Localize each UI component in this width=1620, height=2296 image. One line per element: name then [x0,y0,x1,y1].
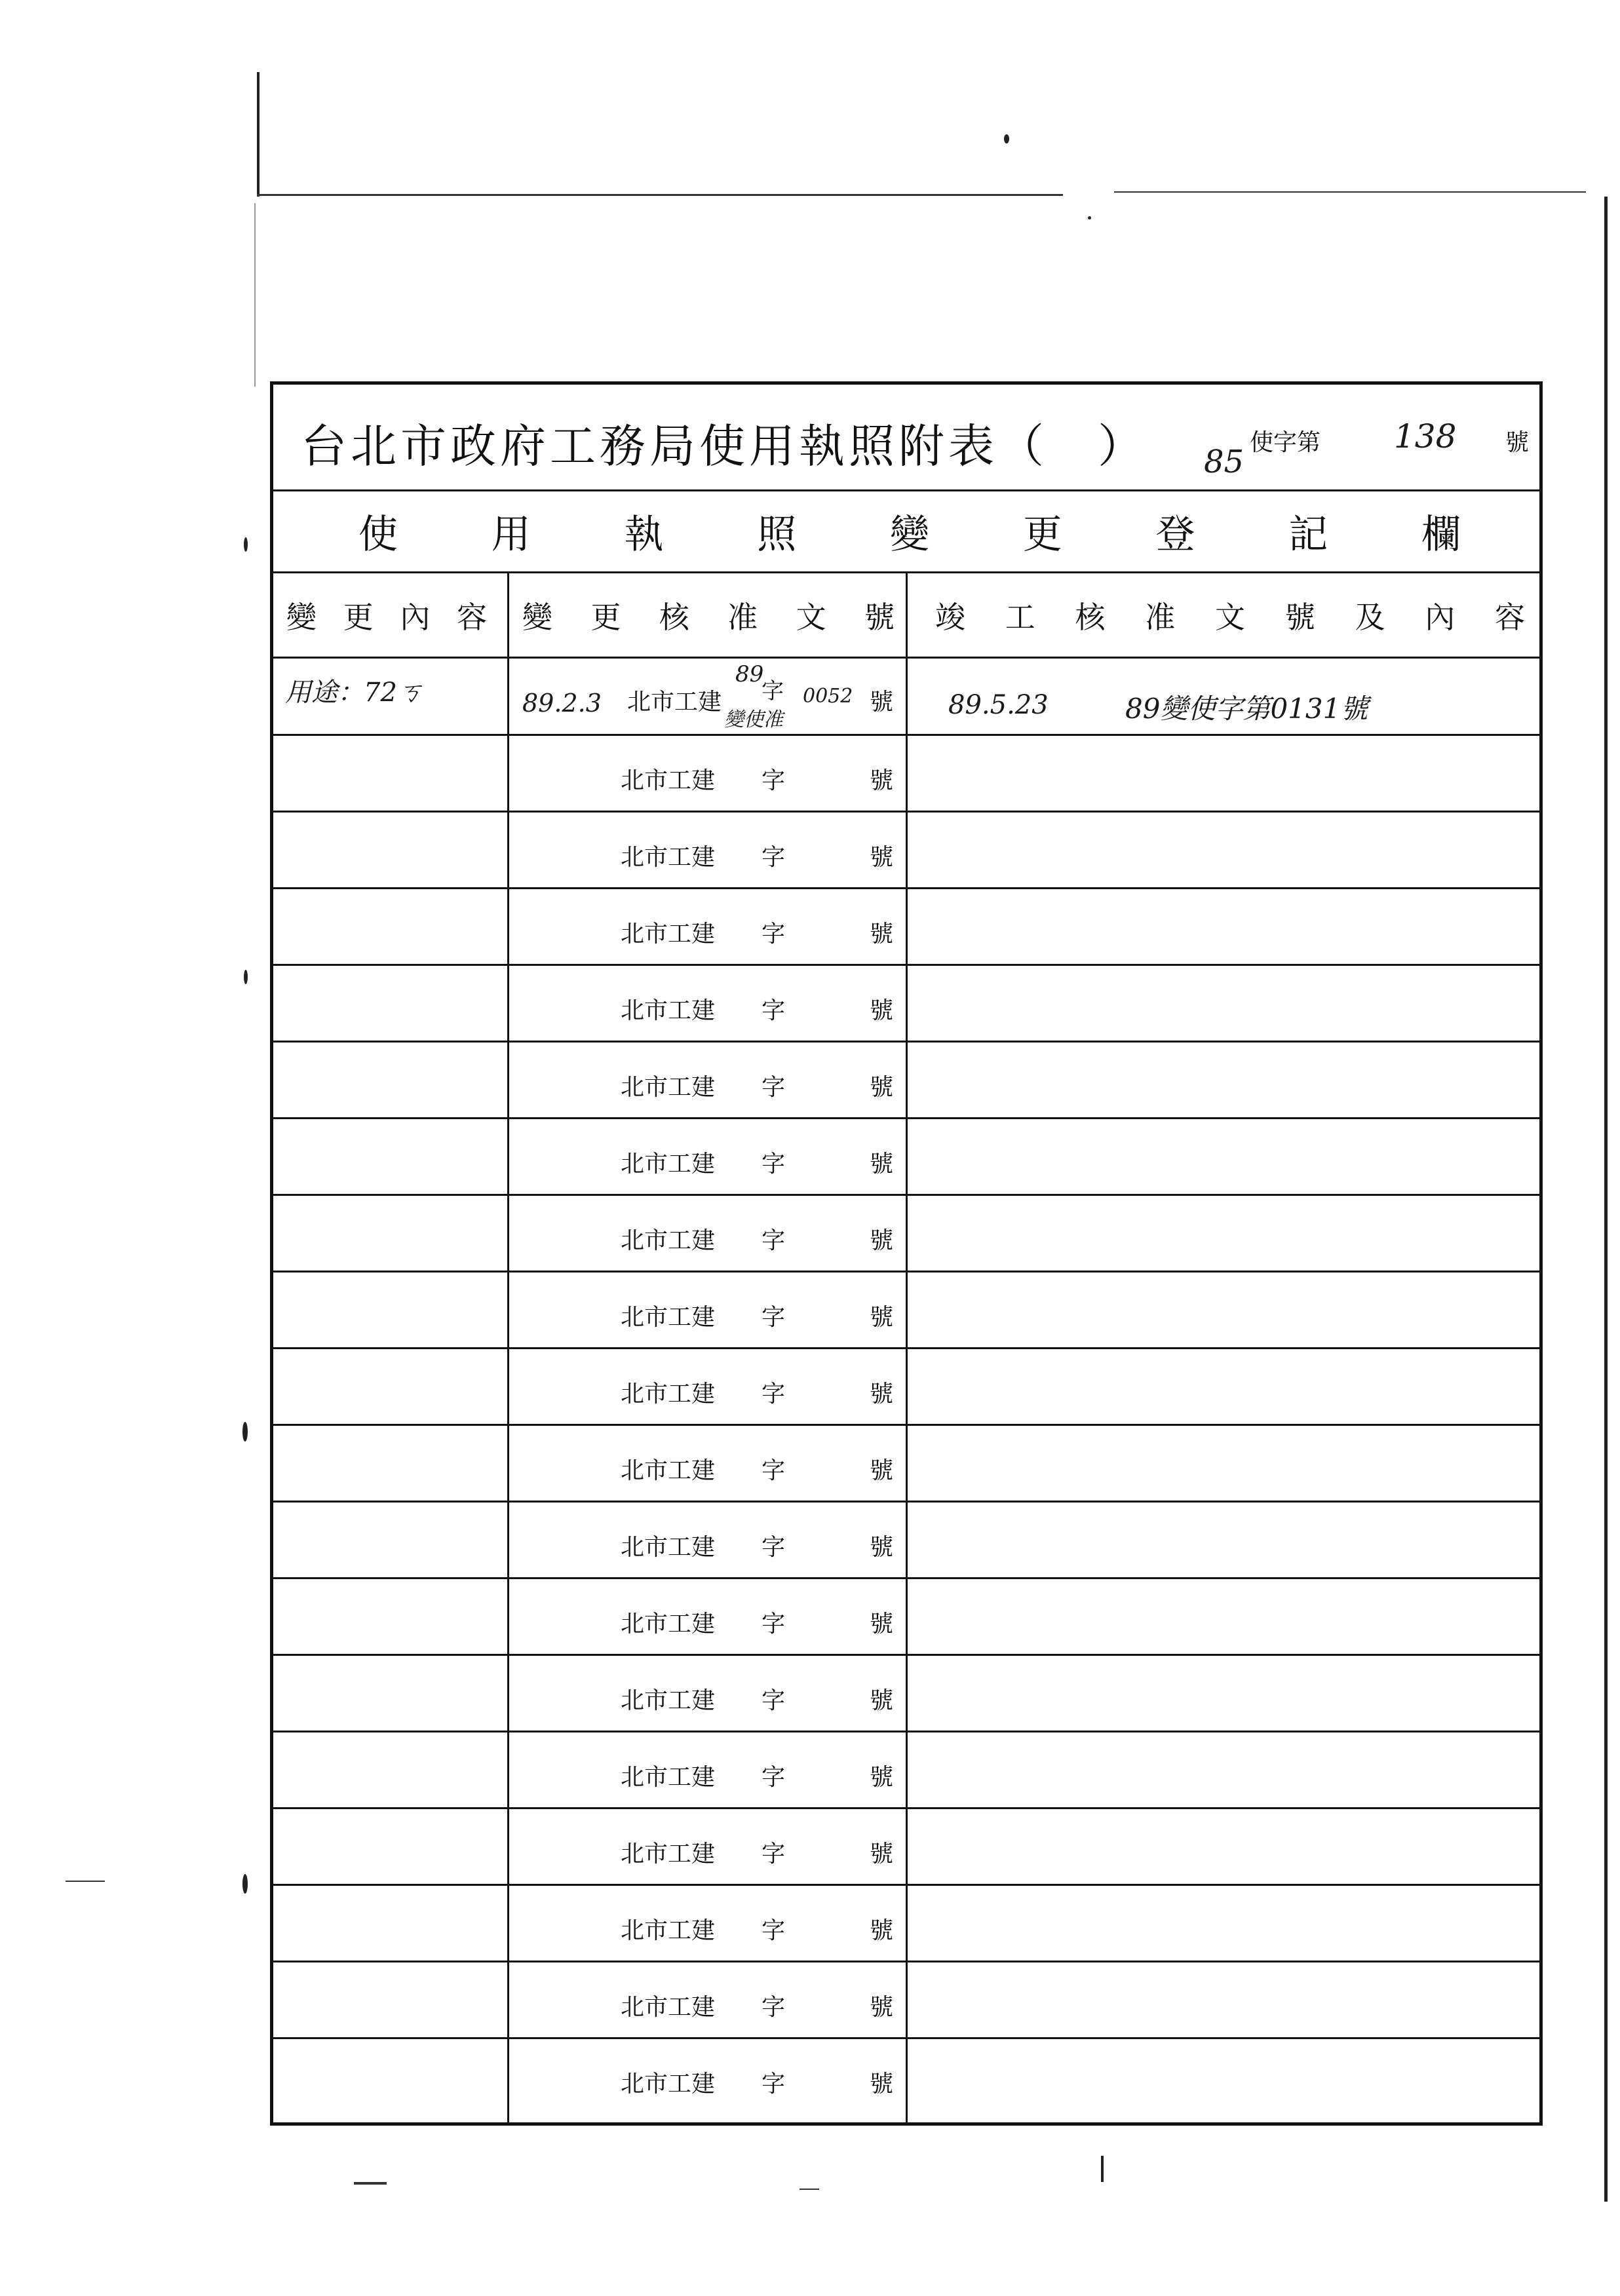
doc-zi: 字 [762,1074,786,1101]
title-row [273,385,1539,491]
permit-suffix: 號 [1505,429,1530,456]
header-char: 號 [864,599,895,635]
doc-prefix: 北市工建 [621,844,716,871]
approval-doc-cell [509,1886,906,1961]
approval-doc-cell [509,1043,906,1117]
completion-date: 89.5.23 [948,690,1049,720]
scan-edge-top-right [1114,191,1586,193]
doc-prefix: 北市工建 [621,997,716,1024]
header-char: 竣 [935,599,965,635]
doc-zi: 字 [762,1381,786,1407]
approval-doc-cell [509,966,906,1041]
doc-prefix: 北市工建 [621,1227,716,1254]
doc-prefix: 北市工建 [621,1534,716,1561]
approval-doc-cell [509,1349,906,1424]
doc-hao: 號 [870,844,894,871]
permit-year: 85 [1204,444,1244,480]
doc-hao: 號 [870,1381,894,1407]
approval-year: 89 [735,661,764,687]
approval-doc-cell [509,1426,906,1501]
header-char: 容 [456,599,487,635]
column-divider [906,573,908,2122]
doc-hao: 號 [870,1534,894,1561]
doc-hao: 號 [870,1227,894,1254]
scan-speck [1088,216,1091,220]
scan-edge-left-lower [254,203,256,387]
approval-date: 89.2.3 [522,689,602,718]
section-title-char: 用 [491,512,531,558]
doc-zi: 字 [762,2071,786,2097]
section-title-char: 使 [358,512,398,558]
header-change-content [286,573,496,657]
doc-hao: 號 [870,2071,894,2097]
scan-speck [242,1874,248,1894]
doc-prefix: 北市工建 [627,689,722,716]
doc-prefix: 北市工建 [621,2071,716,2097]
doc-prefix: 北市工建 [621,1841,716,1867]
section-title-char: 變 [890,512,929,558]
doc-zi: 字 [762,921,786,947]
doc-hao: 號 [870,997,894,1024]
doc-hao: 號 [870,1841,894,1867]
section-title-char: 照 [757,512,797,558]
doc-zi: 字 [762,1304,786,1331]
scan-mark [1101,2156,1104,2182]
header-change-approval [522,573,902,657]
scan-speck [244,537,248,552]
change-content-value: 用途：72ㄎ [285,678,423,708]
doc-hao: 號 [870,689,894,716]
doc-prefix: 北市工建 [621,1611,716,1637]
section-title-row [273,491,1539,573]
header-char: 變 [522,599,552,635]
scan-edge-left [257,72,260,197]
doc-prefix: 北市工建 [621,1457,716,1484]
doc-zi: 字 [762,1994,786,2021]
approval-doc-cell [509,1809,906,1884]
header-char: 容 [1495,599,1525,635]
doc-prefix: 北市工建 [621,1381,716,1407]
doc-prefix: 北市工建 [621,921,716,947]
approval-doc-cell [509,1732,906,1807]
doc-prefix: 北市工建 [621,767,716,794]
scan-speck [1004,134,1009,144]
header-char: 准 [727,599,758,635]
doc-hao: 號 [870,1917,894,1944]
completion-content: 89變使字第0131號 [1125,693,1368,725]
scan-speck [244,970,248,984]
doc-hao: 號 [870,1994,894,2021]
approval-doc-cell [509,2039,906,2116]
doc-zi: 字 [762,1534,786,1561]
approval-doc-cell [509,889,906,964]
doc-prefix: 北市工建 [621,1304,716,1331]
section-title-char: 更 [1022,512,1062,558]
doc-zi: 字 [762,767,786,794]
column-divider [507,573,509,2122]
approval-number: 0052 [803,685,853,708]
approval-note: 變使准 [724,708,783,731]
header-char: 文 [796,599,826,635]
doc-hao: 號 [870,1764,894,1791]
section-title-char: 記 [1288,512,1328,558]
doc-zi: 字 [762,844,786,871]
header-char: 文 [1215,599,1245,635]
doc-zi: 字 [762,1687,786,1714]
doc-zi: 字 [762,1457,786,1484]
header-char: 核 [1075,599,1106,635]
usage-permit-appendix-form [270,381,1543,2126]
approval-doc-cell [509,1272,906,1347]
header-char: 號 [1284,599,1315,635]
doc-prefix: 北市工建 [621,1074,716,1101]
doc-zi: 字 [762,1764,786,1791]
doc-prefix: 北市工建 [621,1917,716,1944]
doc-hao: 號 [870,1304,894,1331]
doc-zi: 字 [762,1917,786,1944]
approval-doc-cell [509,736,906,811]
approval-doc-cell [509,1502,906,1577]
doc-hao: 號 [870,1611,894,1637]
doc-zi: 字 [762,1841,786,1867]
header-char: 核 [659,599,689,635]
doc-zi: 字 [762,1611,786,1637]
header-char: 內 [1425,599,1456,635]
doc-prefix: 北市工建 [621,1764,716,1791]
approval-doc-cell [509,1656,906,1731]
doc-prefix: 北市工建 [621,1994,716,2021]
doc-hao: 號 [870,1151,894,1177]
section-title-char: 登 [1155,512,1195,558]
header-char: 准 [1145,599,1176,635]
scan-mark [354,2182,387,2185]
permit-label: 使字第 [1250,429,1321,456]
header-char: 更 [343,599,374,635]
scan-edge-top [257,194,1063,196]
scan-edge-right [1604,197,1608,2202]
approval-doc-cell [509,1579,906,1654]
doc-zi: 字 [762,997,786,1024]
doc-prefix: 北市工建 [621,1687,716,1714]
doc-hao: 號 [870,1457,894,1484]
header-completion [935,573,1525,657]
section-title [273,491,1539,571]
section-title-char: 執 [624,512,664,558]
doc-hao: 號 [870,1074,894,1101]
form-title: 台北市政府工務局使用執照附表（ ） [301,419,1148,473]
scan-mark [66,1881,105,1882]
approval-doc-cell [509,1962,906,2037]
scan-speck [242,1422,248,1442]
header-char: 更 [590,599,621,635]
section-title-char: 欄 [1421,512,1461,558]
doc-hao: 號 [870,767,894,794]
doc-zi: 字 [762,1151,786,1177]
header-char: 變 [286,599,317,635]
doc-hao: 號 [870,1687,894,1714]
approval-doc-cell [509,813,906,887]
doc-zi: 字 [762,1227,786,1254]
header-char: 工 [1005,599,1035,635]
header-char: 及 [1355,599,1385,635]
doc-hao: 號 [870,921,894,947]
approval-doc-cell [509,1119,906,1194]
header-char: 內 [400,599,431,635]
doc-prefix: 北市工建 [621,1151,716,1177]
permit-number: 138 [1394,417,1457,455]
doc-zi: 字 [762,678,784,704]
scan-mark [800,2189,819,2190]
approval-doc-cell [509,1196,906,1271]
